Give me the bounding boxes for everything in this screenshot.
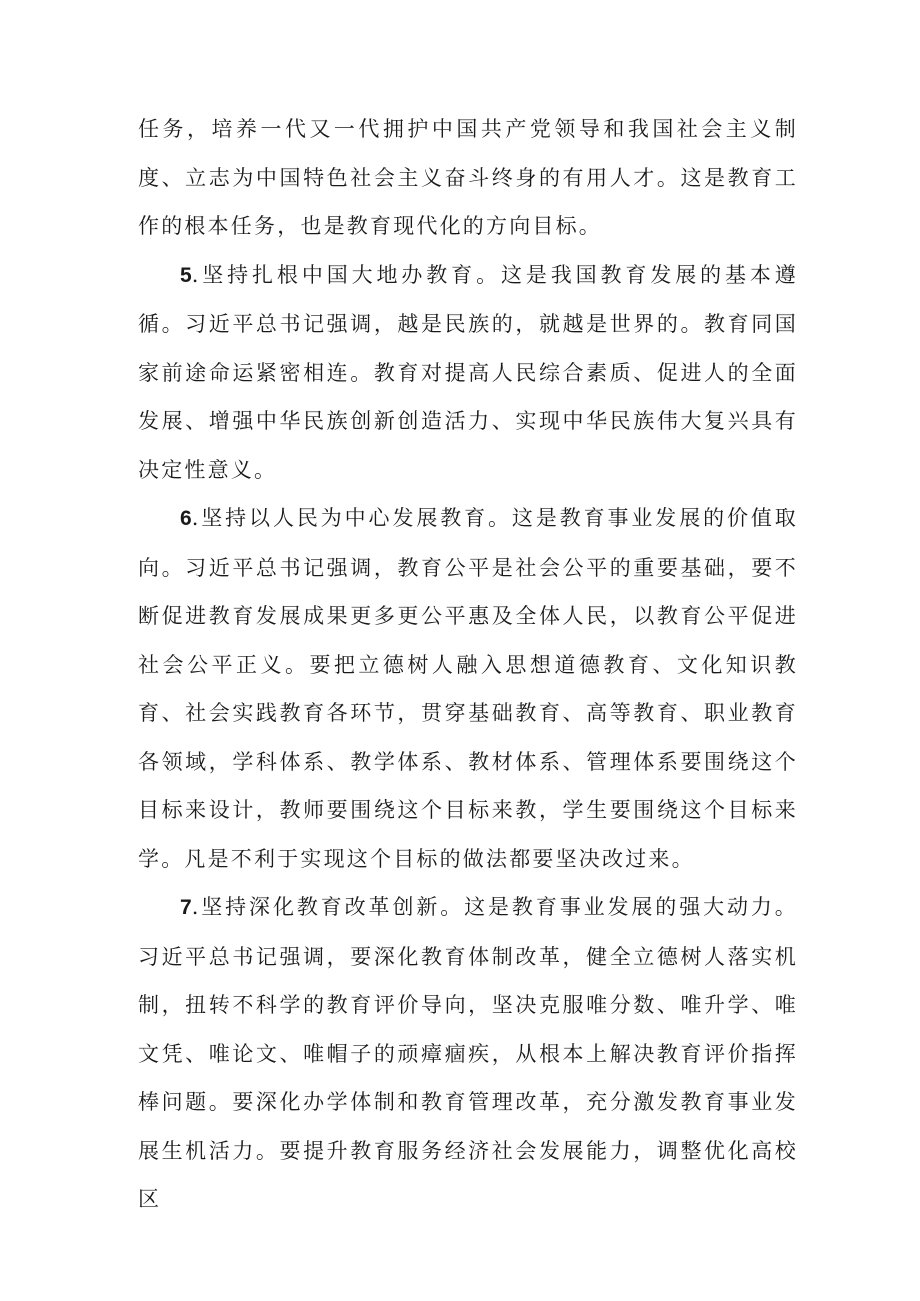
paragraph-continued bbox=[138, 105, 798, 251]
paragraph-text: .坚持深化教育改革创新。这是教育事业发展的强大动力。习近平总书记强调，要深化教育体制改革，健全立德树人落实机制，扭转不科学的教育评价导向，坚决克服唯分数、唯升学、唯文凭、唯论文、唯帽子的顽瘴痼疾，从根本上解决教育评价指挥棒问题。要深化办学体制和教育管理改革，充分激发教育事业发展生机活力。要提升教育服务经济社会发展能力，调整优化高校区 bbox=[138, 895, 798, 1211]
paragraph-item-6 bbox=[138, 494, 798, 883]
paragraph-item-5 bbox=[138, 251, 798, 495]
paragraph-text: .坚持以人民为中心发展教育。这是教育事业发展的价值取向。习近平总书记强调，教育公平是社会公平的重要基础，要不断促进教育发展成果更多更公平惠及全体人民，以教育公平促进社会公平正义。要把立德树人融入思想道德教育、文化知识教育、社会实践教育各环节，贯穿基础教育、高等教育、职业教育各领域，学科体系、教学体系、教材体系、管理体系要围绕这个目标来设计，教师要围绕这个目标来教，学生要围绕这个目标来学。凡是不利于实现这个目标的做法都要坚决改过来。 bbox=[138, 506, 798, 871]
item-number: 7 bbox=[180, 896, 192, 919]
paragraph-item-7 bbox=[138, 883, 798, 1224]
item-number: 5 bbox=[180, 263, 192, 287]
item-number: 6 bbox=[180, 507, 192, 530]
paragraph-text: .坚持扎根中国大地办教育。这是我国教育发展的基本遵循。习近平总书记强调，越是民族的，就越是世界的。教育同国家前途命运紧密相连。教育对提高人民综合素质、促进人的全面发展、增强中华民族创新创造活力、实现中华民族伟大复兴具有决定性意义。 bbox=[138, 262, 798, 482]
paragraph-text: 任务，培养一代又一代拥护中国共产党领导和我国社会主义制度、立志为中国特色社会主义奋斗终身的有用人才。这是教育工作的根本任务，也是教育现代化的方向目标。 bbox=[138, 117, 798, 238]
body-text bbox=[138, 105, 798, 1224]
